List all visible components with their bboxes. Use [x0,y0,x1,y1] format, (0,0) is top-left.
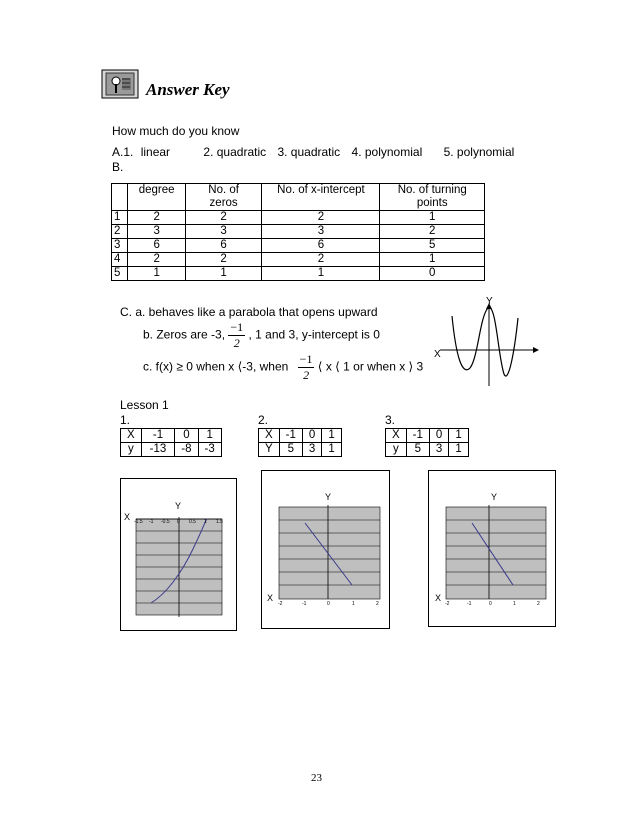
graph-tick: -1 [467,601,472,607]
lesson-table-label: 3. [385,413,396,427]
lesson-table-1 [120,428,222,457]
graph-tick: -1 [302,601,307,607]
lesson-graph-2 [261,470,390,629]
table-cell: 1 [449,443,468,457]
graph-tick: 1 [204,519,207,525]
header-text: points [416,197,448,209]
part-c-line-c [143,352,423,383]
lesson-graph-1 [120,478,237,631]
graph-y-label: Y [175,501,182,511]
table-cell: 5 [112,267,128,281]
graph-y-label: Y [486,296,493,307]
table-cell: 1 [380,253,485,267]
table-cell: -8 [175,443,198,457]
inequality-text: c. f(x) ≥ 0 when x ⟨-3, when [143,359,289,374]
table-cell: 2 [128,253,185,267]
table-cell: 1 [128,267,185,281]
table-cell: 2 [380,225,485,239]
table-cell: 3 [262,225,380,239]
table-cell: 2 [262,211,380,225]
table-cell: 0 [175,429,198,443]
table-cell: 6 [128,239,185,253]
part-a-line [112,145,514,159]
fraction-denominator: 2 [233,336,240,350]
polynomial-sketch [432,296,542,388]
table-cell: X [259,429,280,443]
header-text: No. of [208,184,239,196]
graph-tick: 0 [177,519,180,525]
part-a-item: 3. quadratic [277,145,341,159]
table-cell: 1 [380,211,485,225]
graph-x-label: X [434,349,441,360]
table-cell: 2 [185,253,262,267]
table-cell: 0 [429,429,448,443]
lesson-table-label: 1. [120,413,131,427]
table-cell: 6 [262,239,380,253]
fraction-numerator: −1 [230,320,244,334]
graph-x-label: X [267,593,274,603]
table-cell: 3 [112,239,128,253]
part-a-prefix: A.1. [112,145,134,159]
table-cell: 2 [262,253,380,267]
table-header-cell: No. of x-intercept [262,184,380,211]
graph-tick: 1 [352,601,355,607]
table-row [112,267,485,281]
table-cell: 1 [322,429,341,443]
table-cell: 1 [449,429,468,443]
graph-y-label: Y [491,492,498,502]
table-row [259,429,342,443]
section-title: How much do you know [112,124,240,138]
table-row [112,253,485,267]
graph-tick: 1.5 [216,519,223,525]
table-cell: 3 [302,443,321,457]
graph-y-label: Y [325,492,332,502]
table-row [386,443,469,457]
lesson-table-label: 2. [258,413,269,427]
table-row [121,443,222,457]
table-cell: X [386,429,407,443]
part-c-line-a: C. a. behaves like a parabola that opens upward [120,305,378,319]
table-header-cell [185,184,262,211]
table-header-row [112,184,485,211]
lesson-table-3 [385,428,469,457]
part-a-item: 4. polynomial [351,145,423,159]
table-cell: 3 [185,225,262,239]
table-row [112,211,485,225]
table-header-cell [380,184,485,211]
table-cell: 0 [302,429,321,443]
fraction-numerator: −1 [299,352,313,366]
page-title: Answer Key [146,80,230,99]
header-text: zeros [209,197,238,209]
table-cell: 3 [429,443,448,457]
graph-tick: 0 [489,601,492,607]
table-cell: 5 [380,239,485,253]
table-cell: Y [259,443,280,457]
fraction [228,320,245,351]
table-cell: 1 [198,429,221,443]
table-row [386,429,469,443]
table-header-cell: degree [128,184,185,211]
graph-tick: -2 [445,601,450,607]
part-a-item: 5. polynomial [443,145,515,159]
graph-tick: 2 [537,601,540,607]
table-cell: 2 [112,225,128,239]
characteristics-table [111,183,485,281]
graph-x-label: X [435,593,442,603]
inequality-text-end: ⟨ x ⟨ 1 or when x ⟩ 3 [317,359,424,374]
graph-tick: -1 [149,519,154,525]
table-cell: 4 [112,253,128,267]
zeros-text-end: , 1 and 3, y-intercept is 0 [248,327,380,342]
table-cell: 1 [112,211,128,225]
table-cell: 2 [128,211,185,225]
lesson-table-2 [258,428,342,457]
graph-tick: 0 [327,601,330,607]
table-row [259,443,342,457]
table-cell: 5 [279,443,302,457]
table-cell: 6 [185,239,262,253]
table-cell: 5 [406,443,429,457]
table-cell: 2 [185,211,262,225]
part-c-line-b [143,320,380,351]
table-cell: 1 [322,443,341,457]
table-cell: 1 [262,267,380,281]
page-number: 23 [311,772,322,784]
table-cell: 0 [380,267,485,281]
fraction-denominator: 2 [303,368,310,382]
table-row [121,429,222,443]
lesson-graph-3 [428,470,556,627]
fraction [298,352,315,383]
table-row [112,239,485,253]
graph-tick: 1 [513,601,516,607]
table-header-cell [112,184,128,211]
table-cell: 1 [185,267,262,281]
table-cell: X [121,429,142,443]
lesson-title: Lesson 1 [120,398,169,412]
graph-tick: -2 [278,601,283,607]
table-cell: y [386,443,407,457]
graph-tick: 2 [376,601,379,607]
table-cell: -1 [406,429,429,443]
table-cell: 3 [128,225,185,239]
table-cell: -1 [141,429,175,443]
part-a-item: 2. quadratic [203,145,267,159]
table-cell: -3 [198,443,221,457]
graph-x-label: X [124,512,131,522]
part-b-label: B. [112,160,124,174]
graph-tick: -1.5 [134,519,143,525]
graph-tick: 0.5 [189,519,196,525]
table-cell: -1 [279,429,302,443]
table-cell: y [121,443,142,457]
zeros-text: b. Zeros are -3, [143,327,226,342]
part-a-item: linear [140,145,171,159]
table-cell: -13 [141,443,175,457]
graph-tick: -0.5 [161,519,170,525]
header-text: No. of turning [397,184,467,196]
table-row [112,225,485,239]
polynomial-sketch-svg [432,296,542,388]
